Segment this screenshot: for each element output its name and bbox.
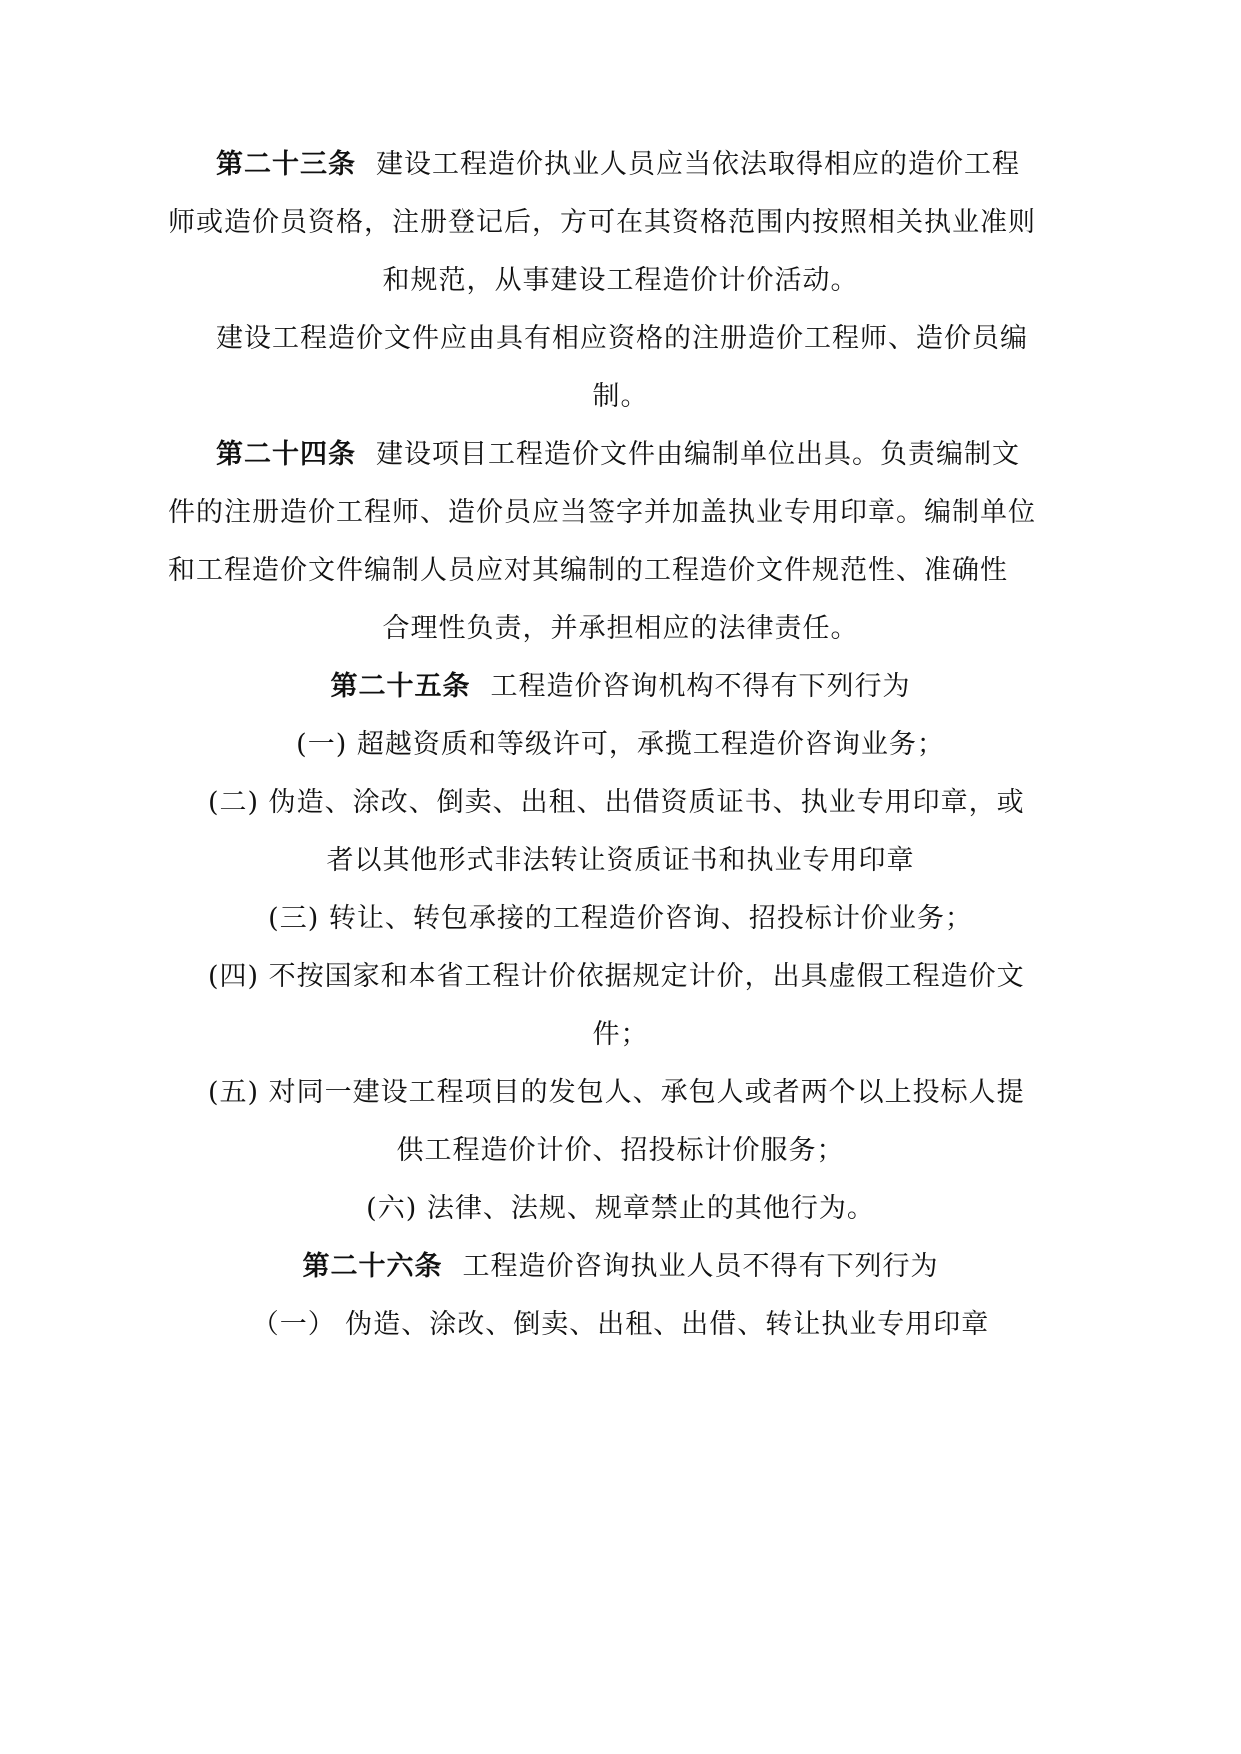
article-25-item-3: (三) 转让、转包承接的工程造价咨询、招投标计价业务；	[268, 903, 973, 934]
article-25-item-5-line-1: (五) 对同一建设工程项目的发包人、承包人或者两个以上投标人提	[208, 1077, 1025, 1108]
article-25-heading: 第二十五条	[330, 671, 471, 702]
article-24-heading: 第二十四条	[216, 439, 356, 470]
article-24-line-2: 件的注册造价工程师、造价员应当签字并加盖执业专用印章。编制单位	[168, 497, 1036, 528]
article-23-heading: 第二十三条	[216, 149, 356, 180]
article-25-item-2-line-1: (二) 伪造、涂改、倒卖、出租、出借资质证书、执业专用印章，或	[208, 787, 1025, 818]
article-24-line-3: 和工程造价文件编制人员应对其编制的工程造价文件规范性、准确性	[168, 555, 1008, 586]
article-25-item-1: (一) 超越资质和等级许可，承揽工程造价咨询业务；	[296, 729, 945, 760]
article-26-heading: 第二十六条	[302, 1251, 443, 1282]
article-23-line-2: 师或造价员资格，注册登记后，方可在其资格范围内按照相关执业准则	[168, 207, 1036, 238]
article-24-text-1: 建设项目工程造价文件由编制单位出具。负责编制文	[376, 439, 1020, 470]
article-25-item-4-line-1: (四) 不按国家和本省工程计价依据规定计价，出具虚假工程造价文	[208, 961, 1025, 992]
article-26-line-1	[0, 1250, 1241, 1284]
article-23-para-2-line-1: 建设工程造价文件应由具有相应资格的注册造价工程师、造价员编	[216, 323, 1028, 354]
article-26-intro: 工程造价咨询执业人员不得有下列行为	[462, 1251, 939, 1282]
article-26-item-1: （一） 伪造、涂改、倒卖、出租、出借、转让执业专用印章	[251, 1309, 990, 1340]
article-23-text-1: 建设工程造价执业人员应当依法取得相应的造价工程	[376, 149, 1020, 180]
article-24-line-4: 合理性负责，并承担相应的法律责任。	[382, 613, 859, 644]
article-23-para-2-line-2: 制。	[592, 381, 649, 412]
article-25-item-5-line-2: 供工程造价计价、招投标计价服务；	[396, 1135, 845, 1166]
article-25-intro: 工程造价咨询机构不得有下列行为	[490, 671, 911, 702]
article-25-item-2-line-2: 者以其他形式非法转让资质证书和执业专用印章	[326, 845, 915, 876]
article-25-item-4-line-2: 件；	[592, 1019, 649, 1050]
article-23-line-1	[216, 148, 1020, 182]
article-25-line-1	[0, 670, 1241, 704]
article-24-line-1	[216, 438, 1020, 472]
article-23-line-3: 和规范，从事建设工程造价计价活动。	[382, 265, 859, 296]
article-25-item-6: (六) 法律、法规、规章禁止的其他行为。	[366, 1193, 875, 1224]
